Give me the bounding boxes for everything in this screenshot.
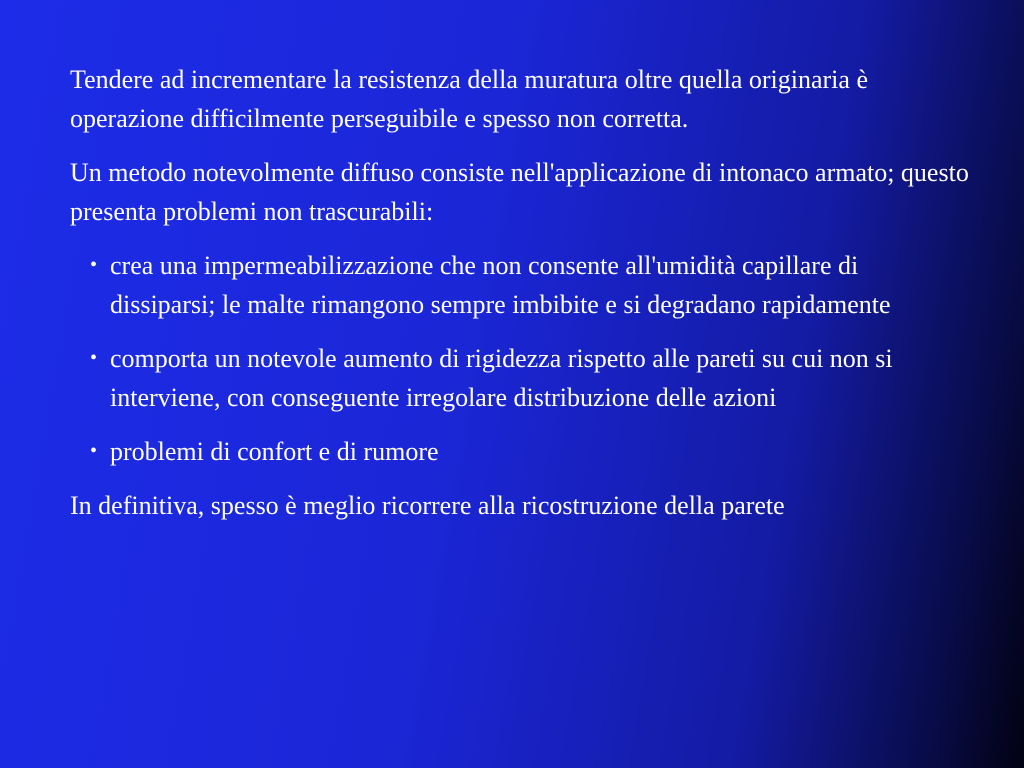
bullet-text: problemi di confort e di rumore bbox=[110, 437, 439, 466]
bullet-icon: • bbox=[90, 347, 98, 369]
bullet-text: crea una impermeabilizzazione che non consente all'umidità capillare di dissiparsi; le malte rimangono sempre imbibite e si degradano rapidamente bbox=[110, 251, 891, 319]
bullet-item-rigidezza bbox=[70, 339, 970, 417]
slide-content bbox=[70, 60, 970, 540]
intro-paragraph-1: Tendere ad incrementare la resistenza della muratura oltre quella originaria è operazione difficilmente perseguibile e spesso non corretta. bbox=[70, 65, 868, 133]
conclusion-paragraph: In definitiva, spesso è meglio ricorrere alla ricostruzione della parete bbox=[70, 491, 785, 520]
bullet-icon: • bbox=[90, 440, 98, 462]
bullet-item-impermeabilizzazione bbox=[70, 246, 970, 324]
bullet-list bbox=[70, 246, 970, 471]
intro-paragraph-2: Un metodo notevolmente diffuso consiste nell'applicazione di intonaco armato; questo presenta problemi non trascurabili: bbox=[70, 158, 969, 226]
bullet-icon: • bbox=[90, 254, 98, 276]
bullet-item-confort bbox=[70, 432, 970, 471]
bullet-text: comporta un notevole aumento di rigidezza rispetto alle pareti su cui non si interviene, con conseguente irregolare distribuzione delle azioni bbox=[110, 344, 893, 412]
